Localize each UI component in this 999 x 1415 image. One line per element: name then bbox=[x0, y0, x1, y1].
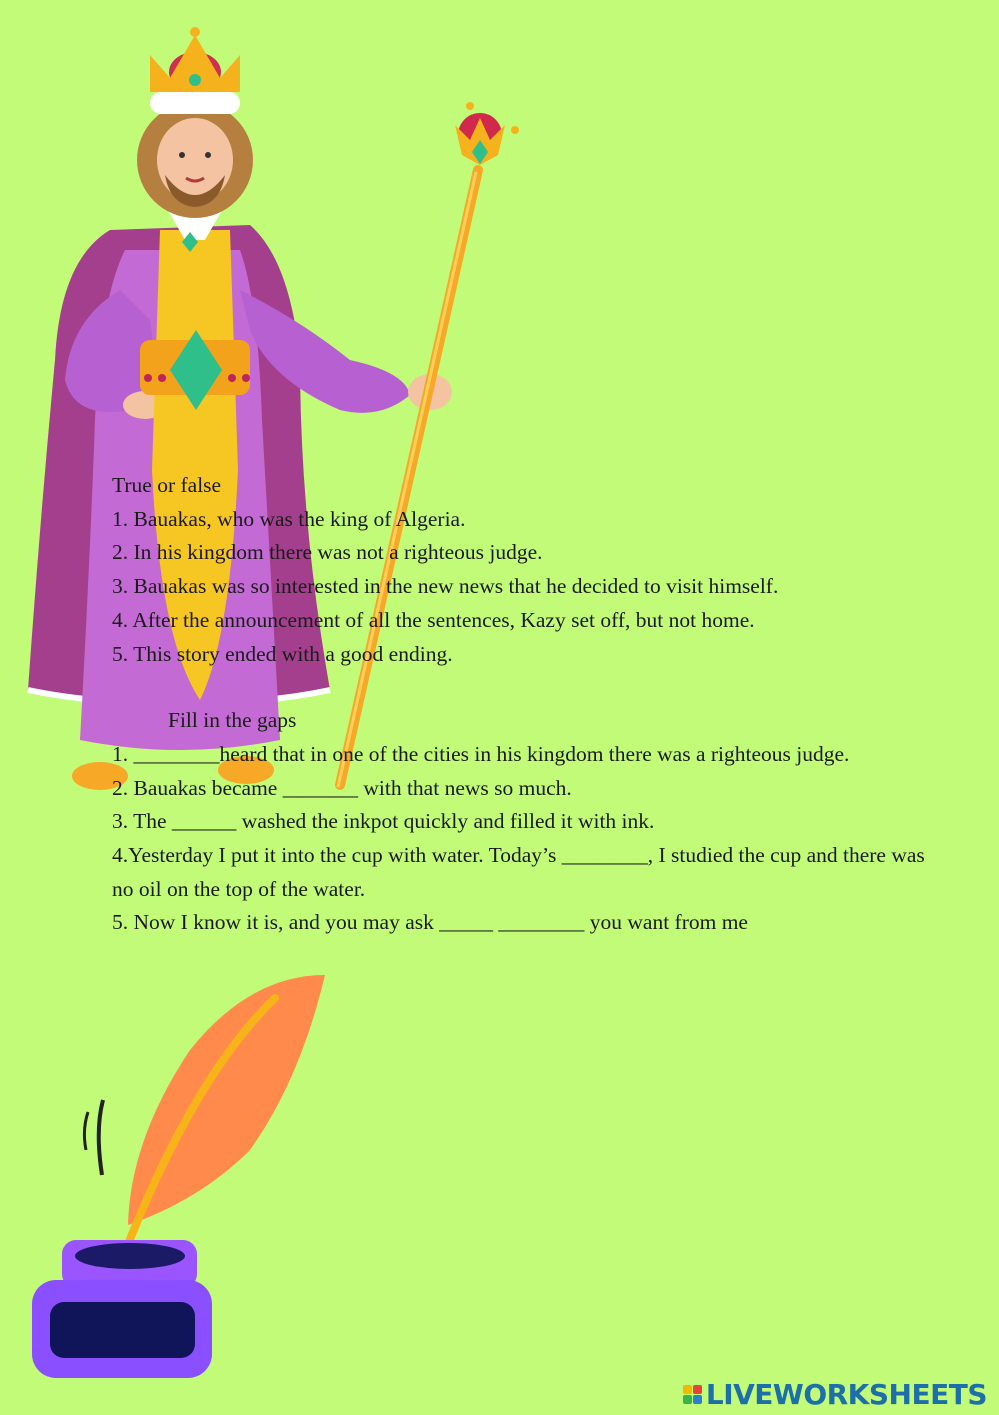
true-false-item: 1. Bauakas, who was the king of Algeria. bbox=[112, 506, 466, 531]
true-false-item: 4. After the announcement of all the sentences, Kazy set off, but not home. bbox=[112, 607, 755, 632]
fill-gaps-title: Fill in the gaps bbox=[168, 708, 297, 733]
fill-gaps-item: 4.Yesterday I put it into the cup with water. Today’s ________, I studied the cup and there was no oil on the top of the water. bbox=[112, 843, 925, 901]
true-false-item: 2. In his kingdom there was not a righteous judge. bbox=[112, 540, 543, 565]
logo-mark-icon bbox=[683, 1385, 702, 1404]
fill-gaps-item: 3. The ______ washed the inkpot quickly and filled it with ink. bbox=[112, 809, 655, 834]
true-false-item: 5. This story ended with a good ending. bbox=[112, 641, 453, 666]
true-false-item: 3. Bauakas was so interested in the new news that he decided to visit himself. bbox=[112, 574, 779, 599]
liveworksheets-logo bbox=[683, 1379, 987, 1409]
fill-gaps-item: 5. Now I know it is, and you may ask _____ ________ you want from me bbox=[112, 910, 748, 935]
worksheet-text bbox=[112, 469, 932, 940]
fill-gaps-item: 2. Bauakas became _______ with that news so much. bbox=[112, 775, 572, 800]
logo-text: LIVEWORKSHEETS bbox=[705, 1377, 987, 1411]
fill-gaps-item: 1. ________heard that in one of the cities in his kingdom there was a righteous judge. bbox=[112, 741, 850, 766]
true-false-title: True or false bbox=[112, 473, 222, 497]
